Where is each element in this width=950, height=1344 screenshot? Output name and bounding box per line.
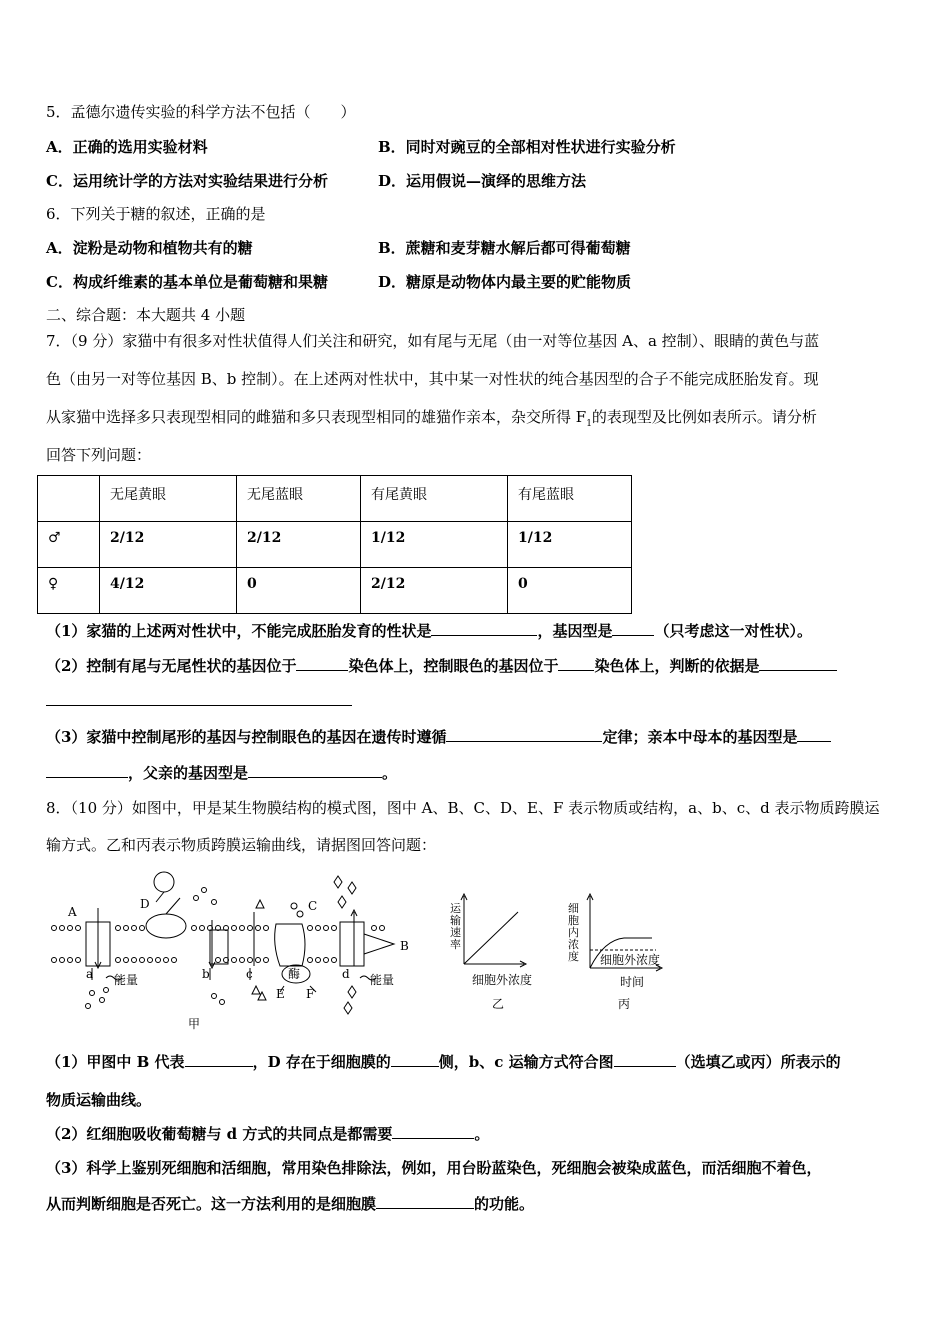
- bing-dash-label: 细胞外浓度: [600, 953, 661, 967]
- label-C: C: [308, 899, 318, 913]
- bing-y-label-3: 内: [568, 926, 579, 939]
- bing-y-label-4: 浓: [568, 938, 579, 951]
- table-cell: 1/12: [361, 522, 508, 568]
- answer-blank[interactable]: [558, 656, 594, 671]
- table-cell: 2/12: [361, 568, 508, 614]
- answer-blank[interactable]: [612, 621, 654, 636]
- q5-option-d: D．运用假说—演绎的思维方法: [378, 172, 587, 190]
- label-energy-2: 能量: [370, 973, 395, 987]
- table-cell-sex: ♀: [38, 568, 100, 614]
- carrier-protein-c: [275, 924, 305, 966]
- q8-line-1: 8．（10 分）如图中，甲是某生物膜结构的模式图，图中 A、B、C、D、E、F 表示物质或结构，a、b、c、d 表示物质跨膜运: [46, 799, 880, 817]
- q8-p1-text-c: 侧，b、c 运输方式符合图: [438, 1053, 614, 1071]
- table-header-cell: 无尾蓝眼: [237, 476, 361, 522]
- q7-line-4: 回答下列问题：: [46, 446, 152, 464]
- membrane-transport-figure: [44, 868, 704, 1036]
- label-jia: 甲: [188, 1017, 201, 1031]
- q7-p3-text-b: 定律；亲本中母本的基因型是: [602, 728, 798, 746]
- label-yi: 乙: [492, 997, 505, 1011]
- f1-phenotype-table: [37, 475, 632, 614]
- q8-part-1: [46, 1052, 841, 1072]
- answer-blank[interactable]: [46, 763, 128, 778]
- yi-y-label-4: 率: [450, 938, 461, 951]
- label-d: d: [342, 967, 350, 981]
- label-c: c: [246, 967, 253, 981]
- label-B: B: [400, 939, 409, 953]
- answer-blank[interactable]: [185, 1052, 253, 1067]
- answer-blank[interactable]: [431, 621, 537, 636]
- q8-part-1-continuation: 物质运输曲线。: [46, 1091, 152, 1109]
- protein-d-channel: [340, 922, 364, 966]
- q8-line-2: 输方式。乙和丙表示物质跨膜运输曲线，请据图回答问题：: [46, 836, 437, 854]
- q7-p3-text-d: 。: [382, 764, 398, 782]
- answer-blank[interactable]: [797, 727, 831, 742]
- membrane-diagram-jia: [52, 872, 395, 1014]
- yi-x-label: 细胞外浓度: [472, 973, 533, 987]
- q7-part-1: [46, 621, 812, 641]
- graph-yi: [450, 894, 532, 1011]
- q5-option-c: C．运用统计学的方法对实验结果进行分析: [46, 172, 328, 190]
- q7-line-3a: 从家猫中选择多只表现型相同的雌猫和多只表现型相同的雄猫作亲本，杂交所得 F: [46, 408, 587, 426]
- section-heading: 二、综合题：本大题共 4 小题: [46, 306, 246, 324]
- bing-y-label-5: 度: [568, 950, 579, 963]
- q7-p3-text-c: ，父亲的基因型是: [128, 764, 249, 782]
- answer-blank[interactable]: [391, 1052, 439, 1067]
- q5-option-b: B．同时对豌豆的全部相对性状进行实验分析: [378, 138, 676, 156]
- table-cell: 2/12: [100, 522, 237, 568]
- glycoprotein-d: [146, 914, 186, 938]
- label-F: F: [306, 987, 315, 1001]
- table-cell: 1/12: [508, 522, 632, 568]
- glycoprotein-head: [154, 872, 174, 892]
- table-cell: 0: [508, 568, 632, 614]
- q7-line-3: [46, 407, 817, 434]
- q7-p3-text-a: （3）家猫中控制尾形的基因与控制眼色的基因在遗传时遵循: [46, 728, 447, 746]
- label-E: E: [276, 987, 285, 1001]
- answer-blank[interactable]: [614, 1052, 676, 1067]
- q8-part-3-line-1: （3）科学上鉴别死细胞和活细胞，常用染色排除法，例如，用台盼蓝染色，死细胞会被染成蓝色，而活细胞不着色，: [46, 1159, 822, 1177]
- q7-line-1: 7．（9 分）家猫中有很多对性状值得人们关注和研究，如有尾与无尾（由一对等位基因 A、a 控制）、眼睛的黄色与蓝: [46, 332, 820, 350]
- protein-b-channel: [210, 930, 228, 964]
- table-header-cell: 有尾蓝眼: [508, 476, 632, 522]
- answer-blank[interactable]: [376, 1194, 474, 1209]
- table-cell: 2/12: [237, 522, 361, 568]
- label-A: A: [68, 905, 77, 919]
- q8-p1-text-a: （1）甲图中 B 代表: [46, 1053, 185, 1071]
- table-header-cell: [38, 476, 100, 522]
- q6-option-c: C．构成纤维素的基本单位是葡萄糖和果糖: [46, 273, 328, 291]
- q7-line-2: 色（由另一对等位基因 B、b 控制）。在上述两对性状中，其中某一对性状的纯合基因型的合子不能完成胚胎发育。现: [46, 370, 819, 388]
- answer-blank[interactable]: [46, 691, 352, 706]
- q7-p1-text-a: （1）家猫的上述两对性状中，不能完成胚胎发育的性状是: [46, 622, 432, 640]
- yi-y-label-3: 速: [450, 926, 461, 939]
- label-a: a: [86, 967, 94, 981]
- q7-p2-text-b: 染色体上，控制眼色的基因位于: [348, 657, 559, 675]
- bing-y-label-2: 胞: [568, 914, 579, 927]
- bing-x-label: 时间: [620, 975, 645, 989]
- q7-p2-text-a: （2）控制有尾与无尾性状的基因位于: [46, 657, 297, 675]
- q8-p1-text-d: （选填乙或丙）所表示的: [675, 1053, 841, 1071]
- q6-option-a: A．淀粉是动物和植物共有的糖: [46, 239, 253, 257]
- graph-bing: [568, 894, 662, 1011]
- yi-linear-curve: [464, 912, 518, 964]
- table-cell: 4/12: [100, 568, 237, 614]
- q7-p1-text-b: ，基因型是: [537, 622, 613, 640]
- label-bing: 丙: [618, 997, 631, 1011]
- label-b: b: [202, 967, 210, 981]
- q7-line-3b: 的表现型及比例如表所示。请分析: [591, 408, 817, 426]
- phospholipid-bottom-row: [52, 958, 337, 963]
- answer-blank[interactable]: [446, 727, 602, 742]
- table-cell-sex: ♂: [38, 522, 100, 568]
- answer-blank[interactable]: [296, 656, 348, 671]
- q7-part-2-continuation: [46, 691, 352, 711]
- q8-p1-text-b: ，D 存在于细胞膜的: [252, 1053, 391, 1071]
- q8-p3-text-b: 从而判断细胞是否死亡。这一方法利用的是细胞膜: [46, 1195, 377, 1213]
- answer-blank[interactable]: [759, 656, 837, 671]
- answer-blank[interactable]: [392, 1124, 474, 1139]
- q8-p2-text-b: 。: [474, 1125, 490, 1143]
- table-row: [38, 568, 632, 614]
- q6-option-d: D．糖原是动物体内最主要的贮能物质: [378, 273, 632, 291]
- q8-p3-text-c: 的功能。: [474, 1195, 535, 1213]
- label-enzyme: 酶: [288, 967, 301, 981]
- q7-subscript: 1: [586, 419, 592, 429]
- q7-p1-text-c: （只考虑这一对性状）。: [654, 622, 812, 640]
- yi-y-label-1: 运: [450, 902, 461, 915]
- q5-option-a: A．正确的选用实验材料: [46, 138, 208, 156]
- q7-part-2: [46, 656, 837, 676]
- q5-stem: 5．孟德尔遗传实验的科学方法不包括（ ）: [46, 103, 356, 121]
- q8-part-2: [46, 1124, 489, 1144]
- q8-p2-text-a: （2）红细胞吸收葡萄糖与 d 方式的共同点是都需要: [46, 1125, 393, 1143]
- table-header-cell: 有尾黄眼: [361, 476, 508, 522]
- q8-part-3-line-2: [46, 1194, 534, 1214]
- q7-p2-text-c: 染色体上，判断的依据是: [594, 657, 760, 675]
- answer-blank[interactable]: [248, 763, 382, 778]
- label-D: D: [140, 897, 150, 911]
- diagram-labels: [67, 897, 409, 1031]
- table-header-row: [38, 476, 632, 522]
- label-energy-1: 能量: [114, 973, 139, 987]
- q6-option-b: B．蔗糖和麦芽糖水解后都可得葡萄糖: [378, 239, 631, 257]
- table-header-cell: 无尾黄眼: [100, 476, 237, 522]
- table-cell: 0: [237, 568, 361, 614]
- q7-part-3-continuation: [46, 763, 397, 783]
- protein-b-marker: [364, 934, 394, 954]
- bing-y-label-1: 细: [568, 902, 579, 915]
- yi-y-label-2: 输: [450, 914, 461, 927]
- q7-part-3: [46, 727, 831, 747]
- q6-stem: 6．下列关于糖的叙述，正确的是: [46, 205, 266, 223]
- table-row: [38, 522, 632, 568]
